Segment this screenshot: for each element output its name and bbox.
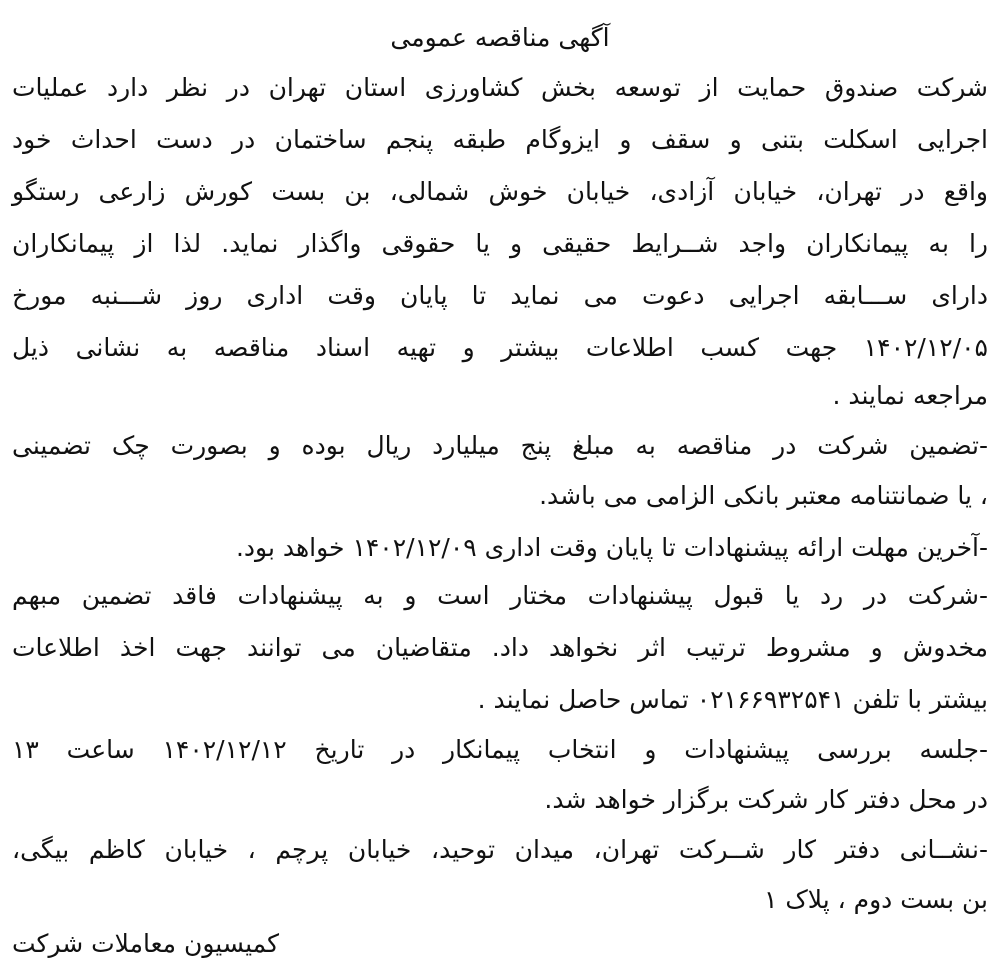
rights-line-2: مخدوش و مشروط ترتیب اثر نخواهد داد. متقاضیان می توانند جهت اخذ اطلاعات: [12, 633, 988, 662]
intro-line-2: اجرایی اسکلت بتنی و سقف و ایزوگام طبقه پنجم ساختمان در دست احداث خود: [12, 125, 988, 154]
intro-line-4: را به پیمانکاران واجد شــرایط حقیقی و یا حقوقی واگذار نماید. لذا از پیمانکاران: [12, 229, 988, 258]
intro-line-7: مراجعه نمایند .: [832, 381, 988, 410]
address-line-1: -نشــانی دفتر کار شــرکت تهران، میدان توحید، خیابان پرچم ، خیابان کاظم بیگی،: [12, 835, 988, 864]
intro-line-3: واقع در تهران، خیابان آزادی، خیابان خوش شمالی، بن بست کورش زارعی رستگو: [12, 177, 988, 206]
intro-line-1: شرکت صندوق حمایت از توسعه بخش کشاورزی استان تهران در نظر دارد عملیات: [12, 73, 988, 102]
signature-block: [12, 922, 412, 966]
notice-title: آگهی مناقصه عمومی: [390, 23, 610, 52]
rights-line-1: -شرکت در رد یا قبول پیشنهادات مختار است و به پیشنهادات فاقد تضمین مبهم: [12, 581, 988, 610]
guarantee-line-2: ، یا ضمانتنامه معتبر بانکی الزامی می باشد.: [539, 481, 988, 510]
intro-line-5: دارای ســـابقه اجرایی دعوت می نماید تا پایان وقت اداری روز شـــنبه مورخ: [12, 281, 988, 310]
deadline-line-1: -آخرین مهلت ارائه پیشنهادات تا پایان وقت اداری ۱۴۰۲/۱۲/۰۹ خواهد بود.: [235, 533, 988, 562]
intro-line-6: ۱۴۰۲/۱۲/۰۵ جهت کسب اطلاعات بیشتر و تهیه اسناد مناقصه به نشانی ذیل: [12, 333, 988, 362]
signature-text: کمیسیون معاملات شرکت: [12, 929, 280, 958]
address-line-2: بن بست دوم ، پلاک ۱: [764, 885, 988, 914]
session-line-2: در محل دفتر کار شرکت برگزار خواهد شد.: [544, 785, 988, 814]
guarantee-line-1: -تضمین شرکت در مناقصه به مبلغ پنج میلیارد ریال بوده و بصورت چک تضمینی: [12, 431, 988, 460]
rights-line-3: بیشتر با تلفن ۰۲۱۶۶۹۳۲۵۴۱ تماس حاصل نمایند .: [477, 685, 988, 714]
session-line-1: -جلسه بررسی پیشنهادات و انتخاب پیمانکار در تاریخ ۱۴۰۲/۱۲/۱۲ ساعت ۱۳: [12, 735, 988, 764]
